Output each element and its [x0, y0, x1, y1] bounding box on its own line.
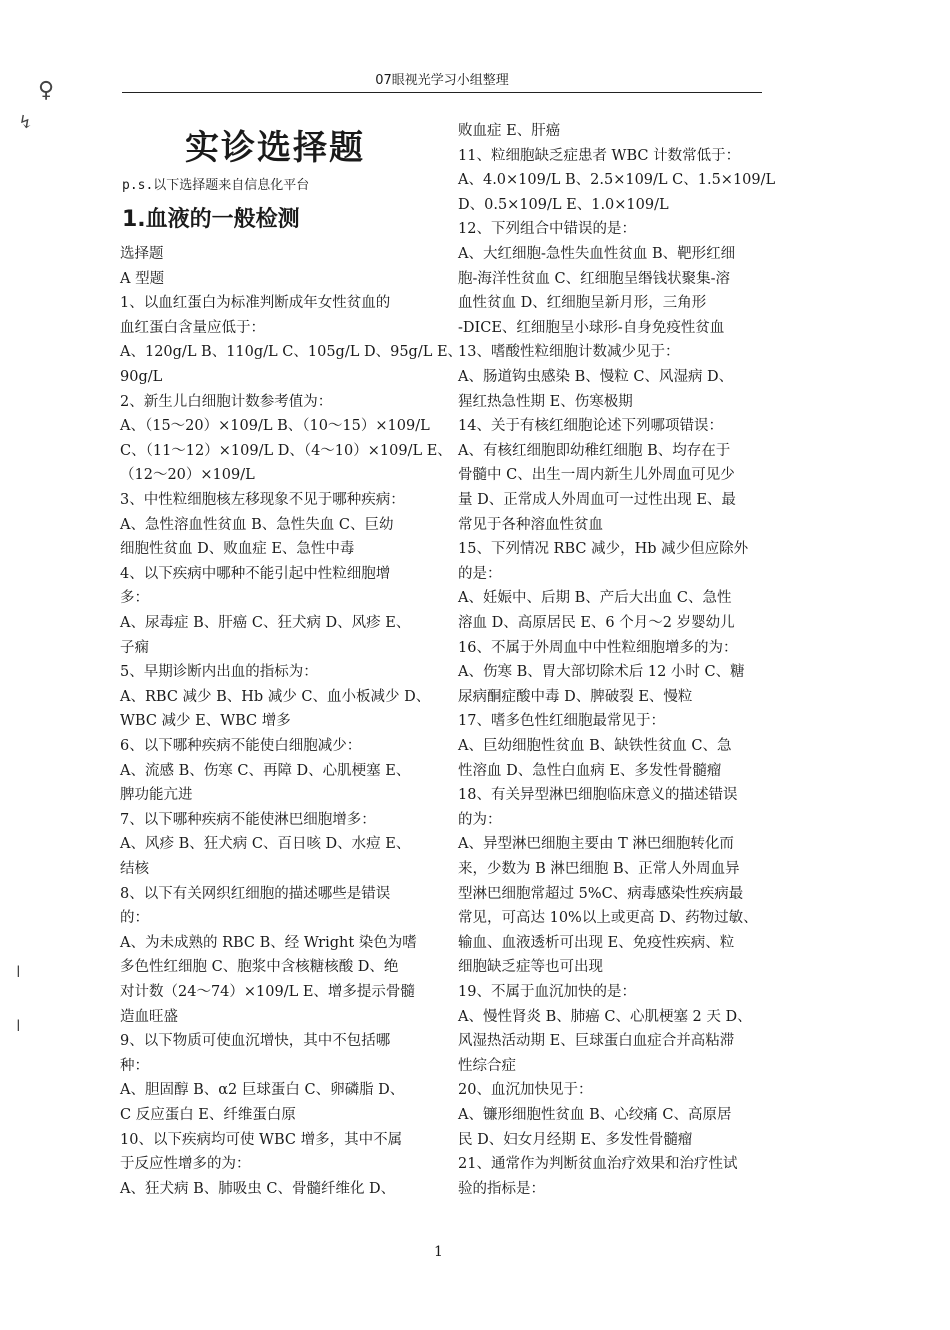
text-line: 9、以下物质可使血沉增快，其中不包括哪 — [120, 1033, 391, 1050]
text-line: A、急性溶血性贫血 B、急性失血 C、巨幼 — [120, 516, 394, 533]
text-line: 选择题 — [120, 246, 164, 262]
text-line: 19、不属于血沉加快的是： — [458, 984, 636, 1000]
text-line: 胞-海洋性贫血 C、红细胞呈缗钱状聚集-溶 — [458, 270, 731, 287]
document-title: 实诊选择题 — [185, 128, 365, 168]
scan-scribble-icon: ↯ — [18, 112, 34, 133]
text-line: 结核 — [120, 861, 149, 877]
text-line: 对计数（24～74）×109/L E、增多提示骨髓 — [120, 984, 415, 1000]
text-line: 细胞性贫血 D、败血症 E、急性中毒 — [120, 541, 355, 558]
text-line: 21、通常作为判断贫血治疗效果和治疗性试 — [458, 1156, 738, 1173]
text-line: 的为： — [458, 811, 502, 828]
text-line: A、风疹 B、狂犬病 C、百日咳 D、水痘 E、 — [120, 836, 411, 853]
text-line: A 型题 — [120, 270, 165, 287]
text-line: 造血旺盛 — [120, 1008, 178, 1025]
text-line: A、慢性肾炎 B、肺癌 C、心肌梗塞 2 天 D、 — [458, 1008, 752, 1025]
text-line: 5、早期诊断内出血的指标为： — [120, 664, 318, 681]
text-line: 败血症 E、肝癌 — [458, 123, 561, 139]
text-line: 子痫 — [120, 639, 149, 656]
text-line: 6、以下哪种疾病不能使白细胞减少： — [120, 738, 362, 754]
text-line: D、0.5×109/L E、1.0×109/L — [458, 196, 669, 213]
text-line: 性综合症 — [458, 1057, 516, 1074]
text-line: 于反应性增多的为： — [120, 1156, 251, 1173]
text-line: 验的指标是： — [458, 1180, 545, 1197]
text-line: 血性贫血 D、红细胞呈新月形，三角形 — [458, 295, 707, 312]
text-line: 的是： — [458, 565, 502, 582]
text-line: 量 D、正常成人外周血可一过性出现 E、最 — [458, 492, 736, 508]
text-line: A、流感 B、伤寒 C、再障 D、心肌梗塞 E、 — [120, 762, 411, 779]
text-line: 16、不属于外周血中中性粒细胞增多的为： — [458, 639, 738, 656]
text-line: 20、血沉加快见于： — [458, 1082, 593, 1099]
text-line: 民 D、妇女月经期 E、多发性骨髓瘤 — [458, 1131, 693, 1148]
text-line: A、伤寒 B、胃大部切除术后 12 小时 C、糖 — [458, 664, 745, 681]
text-line: 17、嗜多色性红细胞最常见于： — [458, 713, 665, 730]
text-line: A、异型淋巴细胞主要由 T 淋巴细胞转化而 — [458, 836, 734, 853]
text-line: A、尿毒症 B、肝癌 C、狂犬病 D、风疹 E、 — [120, 615, 411, 631]
text-line: 风湿热活动期 E、巨球蛋白血症合并高粘滞 — [458, 1033, 735, 1050]
text-line: A、RBC 减少 B、Hb 减少 C、血小板减少 D、 — [120, 688, 431, 705]
text-line: 型淋巴细胞常超过 5%C、病毒感染性疾病最 — [458, 885, 744, 902]
text-line: -DICE、红细胞呈小球形-自身免疫性贫血 — [458, 319, 725, 336]
text-line: A、为未成熟的 RBC B、经 Wright 染色为嗜 — [120, 934, 417, 951]
text-line: 细胞缺乏症等也可出现 — [458, 959, 603, 976]
text-line: 10、以下疾病均可使 WBC 增多，其中不属 — [120, 1131, 403, 1148]
text-line: 输血、血液透析可出现 E、免疫性疾病、粒 — [458, 934, 735, 951]
text-line: 15、下列情况 RBC 减少，Hb 减少但应除外 — [458, 541, 749, 558]
text-line: A、4.0×109/L B、2.5×109/L C、1.5×109/L — [458, 172, 776, 189]
page-header — [122, 70, 762, 93]
text-line: 尿病酮症酸中毒 D、脾破裂 E、慢粒 — [458, 688, 693, 705]
text-line: 4、以下疾病中哪种不能引起中性粒细胞增 — [120, 565, 391, 582]
page-number: 1 — [434, 1244, 443, 1260]
scan-dot-icon: ǀ — [16, 1016, 21, 1035]
header-title: 07眼视光学习小组整理 — [375, 73, 509, 88]
text-line: A、肠道钩虫感染 B、慢粒 C、风湿病 D、 — [458, 369, 734, 385]
text-line: 2、新生儿白细胞计数参考值为： — [120, 393, 333, 410]
text-line: 12、下列组合中错误的是： — [458, 221, 636, 238]
text-line: A、狂犬病 B、肺吸虫 C、骨髓纤维化 D、 — [120, 1180, 396, 1197]
text-line: 11、粒细胞缺乏症患者 WBC 计数常低于： — [458, 147, 741, 164]
text-line: 多： — [120, 590, 149, 607]
text-line: 常见于各种溶血性贫血 — [458, 516, 603, 533]
text-line: C、（11～12）×109/L D、（4～10）×109/L E、 — [120, 442, 452, 459]
text-line: 来，少数为 B 淋巴细胞 B、正常人外周血异 — [458, 861, 740, 877]
text-line: 血红蛋白含量应低于： — [120, 319, 265, 336]
text-line: A、妊娠中、后期 B、产后大出血 C、急性 — [458, 590, 732, 607]
text-line: 的： — [120, 910, 149, 927]
text-line: （12～20）×109/L — [120, 467, 255, 484]
text-line: 性溶血 D、急性白血病 E、多发性骨髓瘤 — [458, 762, 722, 779]
text-line: 常见，可高达 10%以上或更高 D、药物过敏、 — [458, 910, 758, 927]
text-line: A、胆固醇 B、α2 巨球蛋白 C、卵磷脂 D、 — [120, 1082, 405, 1099]
text-line: 18、有关异型淋巴细胞临床意义的描述错误 — [458, 787, 738, 804]
text-line: A、（15～20）×109/L B、（10～15）×109/L — [120, 418, 430, 435]
text-line: 7、以下哪种疾病不能使淋巴细胞增多： — [120, 811, 376, 828]
text-line: A、镰形细胞性贫血 B、心绞痛 C、高原居 — [458, 1107, 732, 1123]
scan-scribble-icon: ♀ — [38, 78, 55, 103]
text-line: 13、嗜酸性粒细胞计数减少见于： — [458, 344, 680, 361]
section-heading: 1.血液的一般检测 — [122, 207, 300, 232]
text-line: A、大红细胞-急性失血性贫血 B、靶形红细 — [458, 246, 736, 262]
text-line: 多色性红细胞 C、胞浆中含核糖核酸 D、绝 — [120, 959, 399, 976]
text-line: 14、关于有核红细胞论述下列哪项错误： — [458, 418, 723, 435]
text-line: 种： — [120, 1057, 149, 1074]
text-line: A、120g/L B、110g/L C、105g/L D、95g/L E、 — [120, 344, 463, 361]
text-line: 骨髓中 C、出生一周内新生儿外周血可见少 — [458, 467, 735, 484]
text-line: 90g/L — [120, 369, 163, 385]
text-line: WBC 减少 E、WBC 增多 — [120, 713, 291, 730]
text-line: A、巨幼细胞性贫血 B、缺铁性贫血 C、急 — [458, 738, 732, 754]
source-note: p.s.以下选择题来自信息化平台 — [122, 178, 310, 193]
scan-dot-icon: ǀ — [16, 962, 21, 981]
text-line: A、有核红细胞即幼稚红细胞 B、均存在于 — [458, 442, 731, 459]
text-line: 溶血 D、高原居民 E、6 个月～2 岁婴幼儿 — [458, 615, 735, 631]
text-line: 8、以下有关网织红细胞的描述哪些是错误 — [120, 885, 391, 902]
text-line: 3、中性粒细胞核左移现象不见于哪种疾病： — [120, 492, 405, 508]
text-line: C 反应蛋白 E、纤维蛋白原 — [120, 1107, 296, 1123]
text-line: 1、以血红蛋白为标准判断成年女性贫血的 — [120, 295, 391, 312]
text-line: 脾功能亢进 — [120, 787, 193, 804]
text-line: 猩红热急性期 E、伤寒极期 — [458, 393, 633, 410]
